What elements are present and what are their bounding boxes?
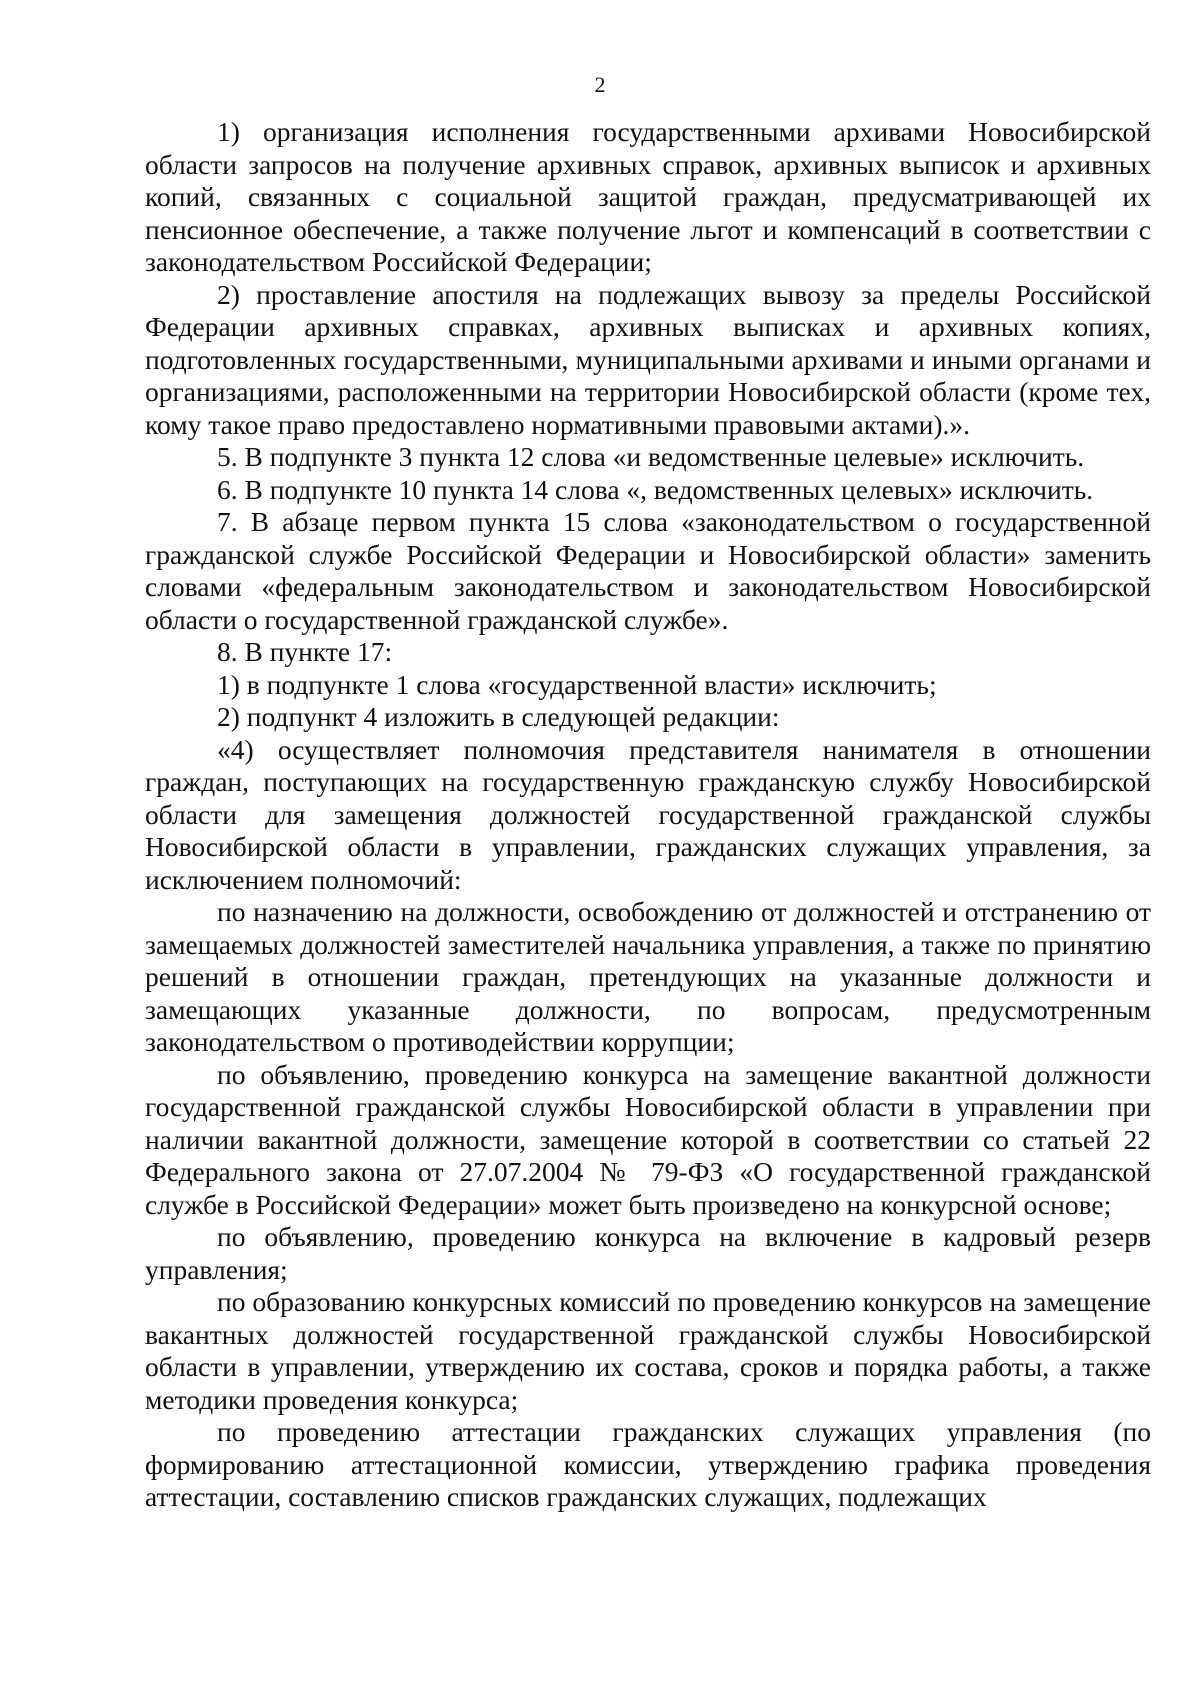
paragraph-exception-competition: по объявлению, проведению конкурса на замещение вакантной должности государственной гражданской службы Новосибирской области в управлении при наличии вакантной должности, замещение которой в соответствии со статьей 22 Федерального закона от 27.07.2004 № 79-ФЗ «О государственной гражданской службе в Российской Федерации» может быть произведено на конкурсной основе; — [145, 1058, 1151, 1220]
paragraph-item-7: 7. В абзаце первом пункта 15 слова «законодательством о государственной гражданской службе Российской Федерации и Новосибирской области» заменить словами «федеральным законодательством и законодательством Новосибирской области о государственной гражданской службе». — [145, 506, 1151, 635]
document-body — [145, 116, 1151, 1514]
paragraph-exception-reserve: по объявлению, проведению конкурса на включение в кадровый резерв управления; — [145, 1221, 1151, 1285]
paragraph-subitem-2-apostille: 2) проставление апостиля на подлежащих вывозу за пределы Российской Федерации архивных справках, архивных выписках и архивных копиях, подготовленных государственными, муниципальными архивами и иными органами и организациями, расположенными на территории Новосибирской области (кроме тех, кому такое право предоставлено нормативными правовыми актами).». — [145, 278, 1151, 440]
paragraph-exception-commissions: по образованию конкурсных комиссий по проведению конкурсов на замещение вакантных должностей государственной гражданской службы Новосибирской области в управлении, утверждению их состава, сроков и порядка работы, а также методики проведения конкурса; — [145, 1286, 1151, 1415]
paragraph-item-6: 6. В подпункте 10 пункта 14 слова «, ведомственных целевых» исключить. — [217, 473, 1094, 505]
paragraph-exception-appointment: по назначению на должности, освобождению от должностей и отстранению от замещаемых должностей заместителей начальника управления, а также по принятию решений в отношении граждан, претендующих на указанные должности и замещающих указанные должности, по вопросам, предусмотренным законодательством о противодействии коррупции; — [145, 896, 1151, 1057]
paragraph-item-8-sub-2: 2) подпункт 4 изложить в следующей редакции: — [217, 701, 780, 732]
paragraph-item-8-sub-1: 1) в подпункте 1 слова «государственной власти» исключить; — [217, 668, 937, 700]
paragraph-subitem-1-archives: 1) организация исполнения государственными архивами Новосибирской области запросов на получение архивных справок, архивных выписок и архивных копий, связанных с социальной защитой граждан, предусматривающей их пенсионное обеспечение, а также получение льгот и компенсаций в соответствии с законодательством Российской Федерации; — [145, 116, 1151, 277]
paragraph-item-5: 5. В подпункте 3 пункта 12 слова «и ведомственные целевые» исключить. — [217, 441, 1085, 472]
paragraph-exception-attestation: по проведению аттестации гражданских служащих управления (по формированию аттестационной комиссии, утверждению графика проведения аттестации, составлению списков гражданских служащих, подлежащих — [145, 1416, 1151, 1512]
paragraph-item-8: 8. В пункте 17: — [217, 636, 393, 667]
paragraph-subitem-4-powers: «4) осуществляет полномочия представителя нанимателя в отношении граждан, поступающих на государственную гражданскую службу Новосибирской области для замещения должностей государственной гражданской службы Новосибирской области в управлении, гражданских служащих управления, за исключением полномочий: — [145, 733, 1151, 895]
page-number: 2 — [594, 72, 606, 97]
